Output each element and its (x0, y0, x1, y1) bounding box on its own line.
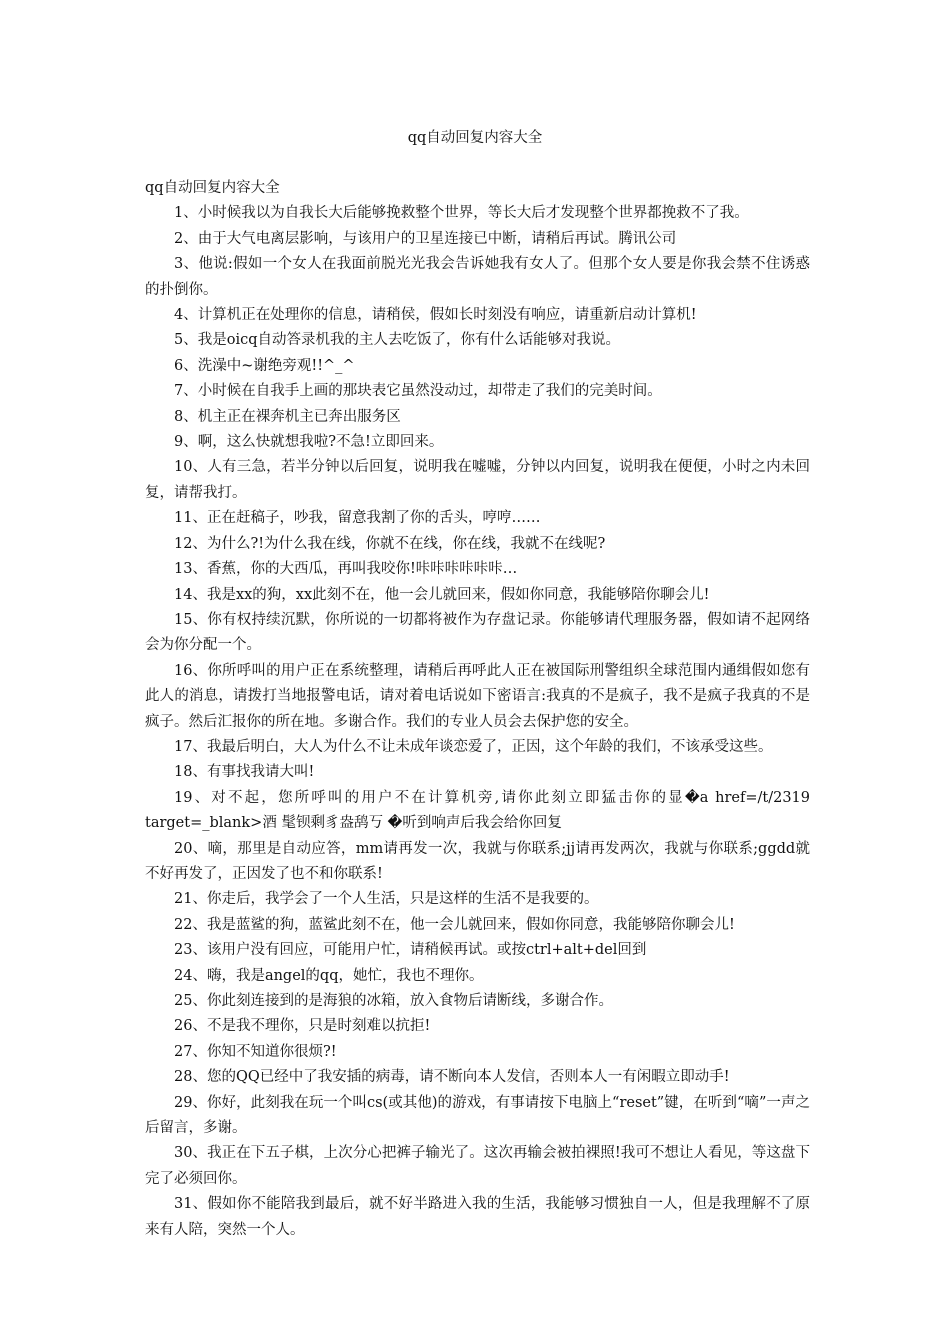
list-item: 27、你知不知道你很烦?! (174, 1043, 337, 1060)
list-item: 24、嗨，我是angel的qq，她忙，我也不理你。 (174, 967, 484, 984)
list-item: 9、啊，这么快就想我啦?不急!立即回来。 (174, 434, 444, 451)
list-item: 25、你此刻连接到的是海狼的冰箱，放入食物后请断线，多谢合作。 (174, 993, 613, 1009)
list-item: 8、机主正在裸奔机主已奔出服务区 (174, 408, 401, 425)
list-item: 23、该用户没有回应，可能用户忙，请稍候再试。或按ctrl+alt+del回到 (174, 942, 647, 959)
list-item: 10、人有三急，若半分钟以后回复，说明我在嘘嘘，分钟以内回复，说明我在便便，小时之内未回复，请帮我打。 (145, 459, 810, 501)
list-item: 28、您的QQ已经中了我安插的病毒，请不断向本人发信，否则本人一有闲暇立即动手! (174, 1069, 730, 1086)
list-item: 18、有事找我请大叫! (174, 764, 315, 781)
list-item: 13、香蕉，你的大西瓜，再叫我咬你!咔咔咔咔咔咔… (174, 561, 518, 578)
list-item: 1、小时候我以为自我长大后能够挽救整个世界，等长大后才发现整个世界都挽救不了我。 (174, 205, 749, 222)
document-body (145, 176, 810, 1243)
list-item: 15、你有权持续沉默，你所说的一切都将被作为存盘记录。你能够请代理服务器，假如请不起网络会为你分配一个。 (145, 611, 810, 654)
list-item: 30、我正在下五子棋，上次分心把裤子输光了。这次再输会被拍裸照!我可不想让人看见，等这盘下完了必须回你。 (145, 1145, 810, 1187)
list-item: 21、你走后，我学会了一个人生活，只是这样的生活不是我要的。 (174, 891, 599, 908)
list-item: 17、我最后明白，大人为什么不让未成年谈恋爱了，正因，这个年龄的我们，不该承受这些。 (174, 738, 773, 755)
list-item: 31、假如你不能陪我到最后，就不好半路进入我的生活，我能够习惯独自一人，但是我理解不了原来有人陪，突然一个人。 (145, 1196, 810, 1238)
list-item: 22、我是蓝鲨的狗，蓝鲨此刻不在，他一会儿就回来，假如你同意，我能够陪你聊会儿! (174, 916, 735, 933)
list-item: 5、我是oicq自动答录机我的主人去吃饭了，你有什么话能够对我说。 (174, 332, 620, 349)
list-item: 14、我是xx的狗，xx此刻不在，他一会儿就回来，假如你同意，我能够陪你聊会儿! (174, 586, 710, 603)
list-item: 16、你所呼叫的用户正在系统整理，请稍后再呼此人正在被国际刑警组织全球范围内通缉假如您有此人的消息，请拨打当地报警电话，请对着电话说如下密语言:我真的不是疯子，我不是疯子我真的不是疯子。然后汇报你的所在地。多谢合作。我们的专业人员会去保护您的安全。 (145, 662, 810, 730)
page-title: qq自动回复内容大全 (407, 130, 543, 146)
list-item: 26、不是我不理你，只是时刻难以抗拒! (174, 1018, 431, 1035)
list-item: 4、计算机正在处理你的信息，请稍侯，假如长时刻没有响应，请重新启动计算机! (174, 307, 697, 324)
list-item: 2、由于大气电离层影响，与该用户的卫星连接已中断，请稍后再试。腾讯公司 (174, 230, 677, 247)
document-subtitle: qq自动回复内容大全 (145, 180, 280, 196)
list-item: 12、为什么?!为什么我在线，你就不在线，你在线，我就不在线呢? (174, 535, 606, 552)
list-item: 20、嘀，那里是自动应答，mm请再发一次，我就与你联系;jj请再发两次，我就与你联系;ggdd就不好再发了，正因发了也不和你联系! (145, 840, 810, 882)
list-item: 29、你好，此刻我在玩一个叫cs(或其他)的游戏，有事请按下电脑上“reset”键，在听到“嘀”一声之后留言，多谢。 (145, 1094, 810, 1137)
list-item: 6、洗澡中~谢绝旁观!!^_^ (174, 357, 355, 374)
list-item: 7、小时候在自我手上画的那块表它虽然没动过，却带走了我们的完美时间。 (174, 383, 662, 400)
list-item: 11、正在赶稿子，吵我，留意我割了你的舌头，哼哼…… (174, 510, 541, 527)
list-item: 19、对不起，您所呼叫的用户不在计算机旁,请你此刻立即猛击你的显�a href=/t/2319 target=_blank>酒 髦钡剩豸盎鸹丂 �听到响声后我会给你回复 (145, 789, 810, 832)
list-item: 3、他说:假如一个女人在我面前脱光光我会告诉她我有女人了。但那个女人要是你我会禁不住诱惑的扑倒你。 (145, 256, 810, 298)
